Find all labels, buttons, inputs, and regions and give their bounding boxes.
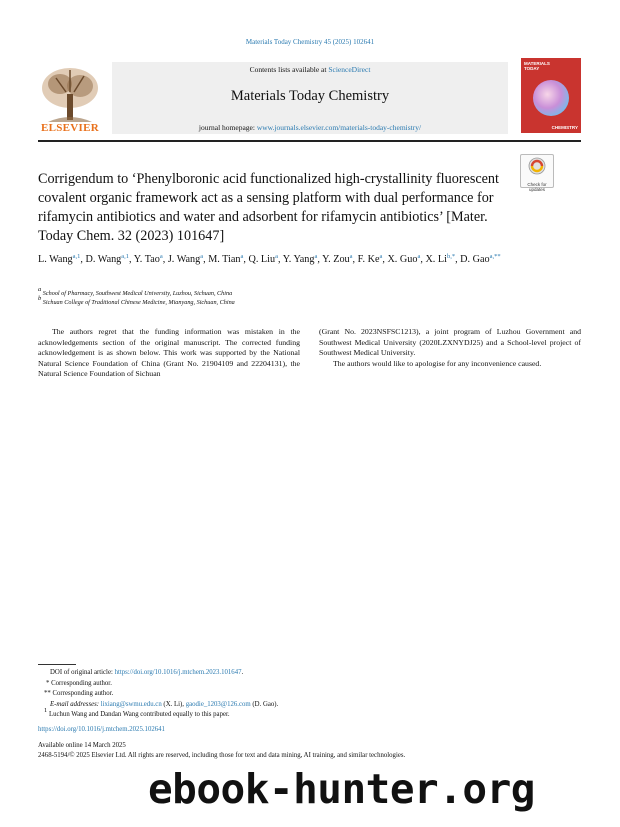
author-name: L. Wang (38, 254, 73, 265)
author[interactable] (208, 254, 243, 265)
article-title: Corrigendum to ‘Phenylboronic acid functionalized high-crystallinity fluorescent covalent organic framework act as a sensing platform with dual performance for rifamycin antibiotics and water and adsorbent for rifamycin antibiotics’ [Mater. Today Chem. 32 (2023) 101647] (38, 171, 499, 244)
check-updates-icon (521, 155, 553, 177)
author[interactable] (38, 254, 80, 265)
corresponding-note-2: ** Corresponding author. (44, 690, 114, 697)
body-paragraph: (Grant No. 2023NSFSC1213), a joint program of Luzhou Government and Southwest Medical University (2020LZXNYDJ25) and a School-level project of Southwest Medical University. (319, 327, 581, 357)
email-link-li[interactable]: lixiang@swmu.edu.cn (100, 700, 162, 708)
author-affiliation-mark[interactable]: a (159, 253, 163, 260)
check-updates-label: Check for updates (527, 182, 547, 192)
author[interactable] (387, 254, 420, 265)
author-affiliation-mark[interactable]: a (240, 253, 244, 260)
cover-subtitle: CHEMISTRY (551, 125, 578, 130)
affiliation-b: $^b$ Sichuan College of Traditional Chinese Medicine, Mianyang, Sichuan, China (38, 295, 235, 306)
author-name: X. Guo (387, 254, 418, 265)
author[interactable] (322, 254, 352, 265)
corresponding-note-1: * Corresponding author. (46, 679, 112, 687)
cover-artwork (533, 80, 569, 116)
author-name: F. Ke (357, 254, 380, 265)
email-note: E-mail addresses: lixiang@swmu.edu.cn (X. Li), gaodie_1203@126.com (D. Gao). (50, 700, 279, 708)
affiliations (38, 286, 458, 307)
author-affiliation-mark[interactable]: b,* (446, 253, 456, 260)
journal-cover[interactable] (521, 58, 581, 133)
journal-name: Materials Today Chemistry (230, 88, 390, 104)
available-online: Available online 14 March 2025 (38, 741, 126, 749)
body-paragraph: The authors regret that the funding information was mistaken in the acknowledgements section of the original manuscript. The corrected funding acknowledgement is as shown below. This work was supported by the National Natural Science Foundation of China (Grant No. 21904109 and 22204131), the Natural Science Foundation of Sichuan (38, 327, 300, 378)
author[interactable] (168, 254, 203, 265)
author-affiliation-mark[interactable]: a (275, 253, 278, 260)
author[interactable] (86, 254, 130, 265)
author-name: Y. Yang (282, 254, 315, 265)
cover-title: MATERIALS TODAY (524, 61, 550, 71)
journal-reference[interactable]: Materials Today Chemistry 45 (2025) 102641 (245, 38, 375, 46)
author-affiliation-mark[interactable]: a (200, 253, 204, 260)
original-doi-note: DOI of original article: https://doi.org/10.1016/j.mtchem.2023.101647. (50, 669, 244, 676)
footnote-rule (38, 664, 76, 665)
author[interactable] (248, 254, 278, 265)
author-affiliation-mark[interactable]: a (349, 253, 353, 260)
author-list: L. Wang$^{a,1}$, D. Wang$^{a,1}$, Y. Tao$^a$, J. Wang$^a$, M. Tian$^a$, Q. Liu$^a$, Y. Yang$^a$, Y. Zou$^a$, F. Ke$^a$, X. Guo$^a$, X. $Li^{b,*}$, D. Gao$^{a,**}$ (38, 253, 501, 265)
author-name: X. Li (425, 254, 447, 265)
contents-line: Contents lists available at ScienceDirect (249, 65, 371, 74)
author-name: J. Wang (167, 254, 201, 265)
author-name: Y. Zou (322, 254, 350, 265)
author-name: D. Gao (460, 254, 490, 265)
body-paragraph: The authors would like to apologise for any inconvenience caused. (333, 358, 542, 368)
header-rule (38, 140, 581, 142)
homepage-link[interactable]: www.journals.elsevier.com/materials-today-chemistry/ (256, 123, 422, 132)
author-affiliation-mark[interactable]: a (417, 253, 421, 260)
article-meta (38, 725, 598, 762)
affiliation-a: $^a$ School of Pharmacy, Southwest Medical University, Luzhou, Sichuan, China (38, 286, 233, 297)
author[interactable] (134, 254, 163, 265)
author-affiliation-mark[interactable]: a,1 (121, 253, 130, 260)
sciencedirect-link[interactable]: ScienceDirect (328, 65, 371, 74)
body-column-right (319, 327, 581, 369)
author[interactable] (460, 254, 500, 265)
author-affiliation-mark[interactable]: a (379, 253, 383, 260)
watermark: ebook-hunter.org (148, 765, 535, 813)
email-link-gao[interactable]: gaodie_1203@126.com (185, 700, 251, 708)
author-name: M. Tian (208, 254, 241, 265)
copyright: 2468-5194/© 2025 Elsevier Ltd. All rights are reserved, including those for text and data mining, AI training, and similar technologies. (38, 752, 406, 759)
original-doi-link[interactable]: https://doi.org/10.1016/j.mtchem.2023.101647 (114, 669, 242, 676)
author-affiliation-mark[interactable]: a,1 (72, 253, 81, 260)
article-doi-link[interactable]: https://doi.org/10.1016/j.mtchem.2025.102641 (38, 726, 165, 733)
equal-contribution-note: $^1$ Luchun Wang and Dandan Wang contributed equally to this paper. (44, 707, 230, 718)
body-column-left (38, 327, 300, 380)
author-name: D. Wang (85, 254, 122, 265)
author-affiliation-mark[interactable]: a,** (489, 253, 501, 260)
check-for-updates-badge[interactable] (520, 154, 554, 192)
author-affiliation-mark[interactable]: a (314, 253, 318, 260)
author-name: Y. Tao (133, 254, 160, 265)
author-name: Q. Liu (248, 254, 276, 265)
author[interactable] (283, 254, 318, 265)
footnotes (38, 668, 578, 721)
homepage-line: journal homepage: www.journals.elsevier.com/materials-today-chemistry/ (198, 123, 422, 132)
elsevier-wordmark: ELSEVIER (40, 122, 100, 134)
author[interactable] (358, 254, 383, 265)
author[interactable] (425, 254, 455, 265)
